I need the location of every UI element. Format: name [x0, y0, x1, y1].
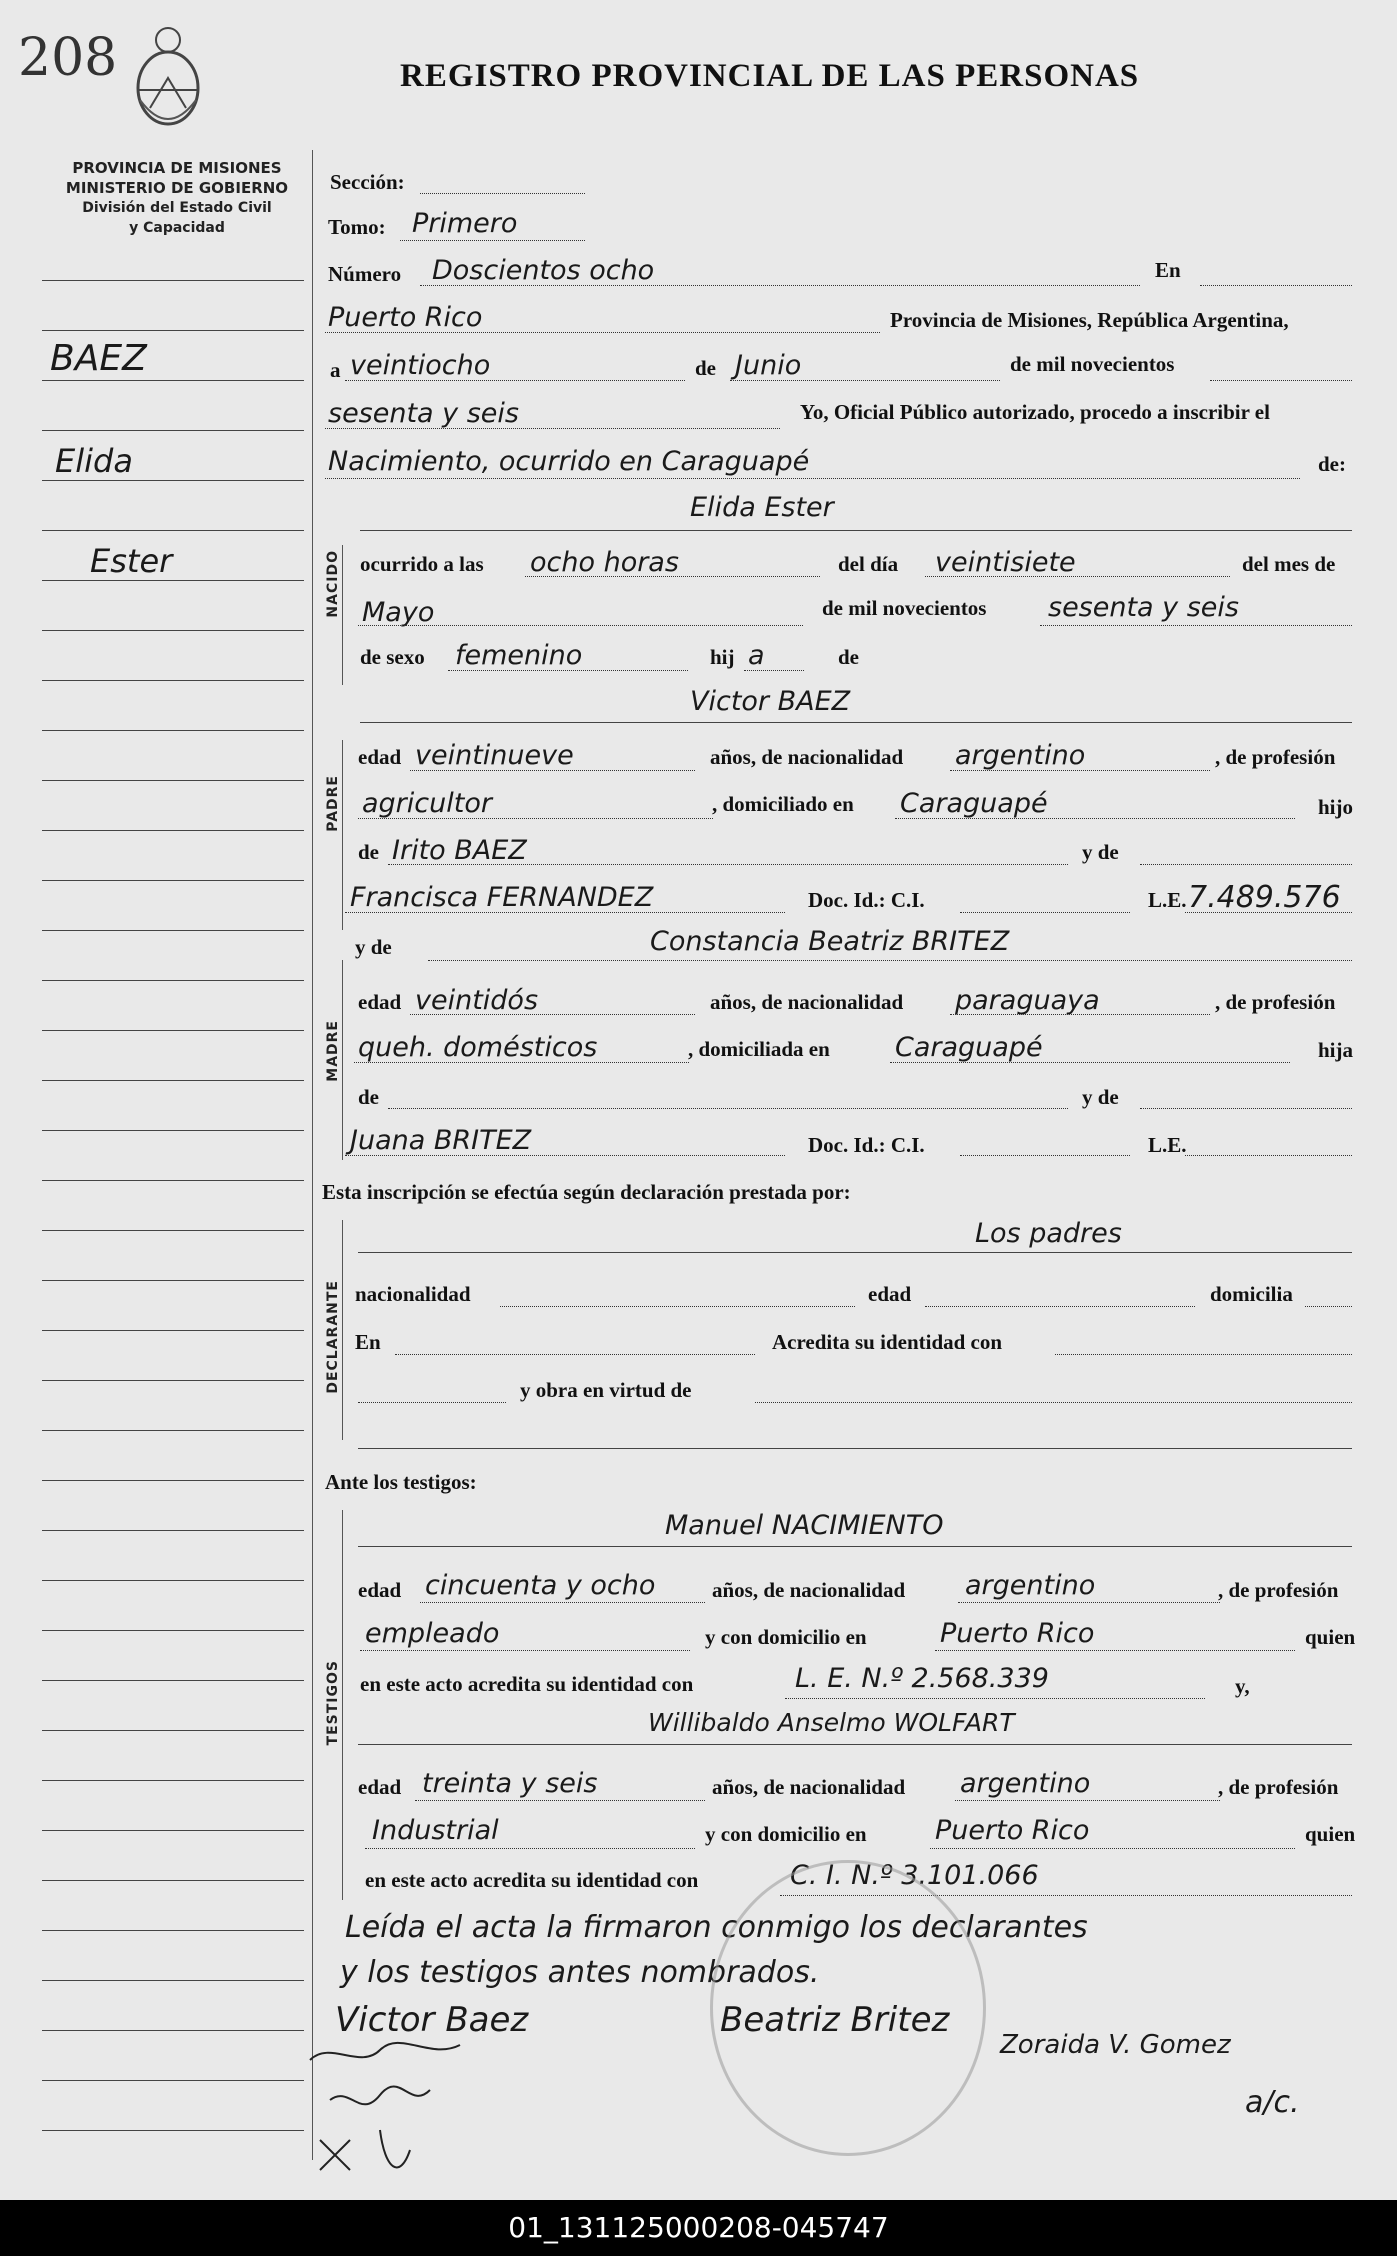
acto-value: Nacimiento, ocurrido en Caraguapé [328, 446, 810, 477]
padre-nac-value: argentino [955, 740, 1086, 771]
decl-dom-label: domicilia [1210, 1282, 1293, 1306]
de-mil-label: de mil novecientos [1010, 352, 1175, 376]
document-title: REGISTRO PROVINCIAL DE LAS PERSONAS [400, 58, 1140, 94]
madre-section-label: MADRE [325, 1020, 341, 1082]
margin-first-name: Elida [55, 442, 133, 480]
seccion-label: Sección: [330, 170, 405, 194]
madre-nac-value: paraguaya [955, 985, 1100, 1016]
t1-dom-value: Puerto Rico [940, 1618, 1095, 1649]
mes-value: Junio [735, 350, 802, 381]
t1-prof-value: empleado [365, 1618, 500, 1649]
decl-en-label: En [355, 1330, 381, 1354]
madre-prof-value: queh. domésticos [358, 1032, 598, 1063]
t2-prof-value: Industrial [372, 1815, 499, 1846]
de-abuelo-m-label: de [358, 1085, 379, 1109]
signature-ac: a/c. [1245, 2085, 1300, 2120]
de-abuelo-label: de [358, 840, 379, 864]
t1-edad-label: edad [358, 1578, 402, 1602]
mes-nac-value: Mayo [362, 597, 435, 628]
padre-edad-value: veintinueve [415, 740, 574, 771]
a-label: a [330, 358, 341, 382]
nacido-section-label: NACIDO [325, 550, 341, 618]
t2-dom-value: Puerto Rico [935, 1815, 1090, 1846]
margin-surname: BAEZ [50, 338, 147, 379]
signature-official: Zoraida V. Gomez [1000, 2030, 1231, 2060]
lugar-value: Puerto Rico [328, 302, 483, 333]
madre-dom-label: , domiciliada en [688, 1037, 830, 1061]
doc-label: Doc. Id.: C.I. [808, 888, 925, 912]
padre-dom-label: , domiciliado en [712, 792, 854, 816]
de-colon-label: de: [1318, 452, 1346, 476]
le-label: L.E. [1148, 888, 1187, 912]
tomo-value: Primero [412, 208, 518, 239]
margin-second-name: Ester [90, 542, 173, 580]
ocurrido-label: ocurrido a las [360, 552, 484, 576]
ante-testigos-label: Ante los testigos: [325, 1470, 477, 1494]
t1-dom-label: y con domicilio en [705, 1625, 867, 1649]
decl-edad-label: edad [868, 1282, 912, 1306]
decl-obra-label: y obra en virtud de [520, 1378, 692, 1402]
padre-edad-label: edad [358, 745, 402, 769]
de-hij-label: de [838, 645, 859, 669]
le-m-label: L.E. [1148, 1133, 1187, 1157]
hij-label: hij [710, 645, 735, 669]
t2-quien-label: quien [1305, 1822, 1356, 1846]
padre-prof-label: , de profesión [1215, 745, 1336, 769]
madre-edad-label: edad [358, 990, 402, 1014]
t1-nac-label: años, de nacionalidad [712, 1578, 906, 1602]
t2-prof-label: , de profesión [1218, 1775, 1339, 1799]
abuela-p-le-value: 7.489.576 [1188, 880, 1341, 915]
padre-prof-value: agricultor [362, 788, 492, 819]
ministry-header: PROVINCIA DE MISIONES MINISTERIO DE GOBIERNO División del Estado Civil y Capacidad [65, 159, 289, 236]
madre-nac-label: años, de nacionalidad [710, 990, 904, 1014]
y-de-m-label: y de [1082, 1085, 1119, 1109]
hora-value: ocho horas [530, 547, 679, 578]
t2-edad-value: treinta y seis [422, 1768, 598, 1799]
madre-y-de-label: y de [355, 935, 392, 959]
t1-doc-value: L. E. N.º 2.568.339 [795, 1663, 1049, 1694]
numero-value: Doscientos ocho [432, 255, 655, 286]
abuelo-p-value: Irito BAEZ [392, 835, 527, 866]
nombre-value: Elida Ester [690, 492, 834, 523]
t1-nombre-value: Manuel NACIMIENTO [665, 1510, 944, 1541]
abuela-m-value: Juana BRITEZ [350, 1125, 532, 1156]
oficial-label: Yo, Oficial Público autorizado, procedo a inscribir el [800, 400, 1270, 424]
t1-prof-label: , de profesión [1218, 1578, 1339, 1602]
t1-edad-value: cincuenta y ocho [425, 1570, 656, 1601]
hij-suffix-value: a [748, 640, 765, 671]
y-comma-label: y, [1235, 1674, 1250, 1698]
signature-mother: Beatriz Britez [720, 2000, 950, 2040]
abuela-p-value: Francisca FERNANDEZ [350, 882, 654, 913]
numero-label: Número [328, 262, 402, 286]
t2-edad-label: edad [358, 1775, 402, 1799]
de-label: de [695, 356, 716, 380]
del-mes-label: del mes de [1242, 552, 1336, 576]
tomo-label: Tomo: [328, 215, 386, 239]
anio-value: sesenta y seis [328, 398, 519, 429]
del-dia-label: del día [838, 552, 899, 576]
t2-dom-label: y con domicilio en [705, 1822, 867, 1846]
en-label: En [1155, 258, 1181, 282]
declaracion-label: Esta inscripción se efectúa según declaración prestada por: [322, 1180, 851, 1204]
declarante-value: Los padres [975, 1218, 1122, 1249]
t1-nac-value: argentino [965, 1570, 1096, 1601]
doc-m-label: Doc. Id.: C.I. [808, 1133, 925, 1157]
national-emblem [128, 20, 208, 140]
decl-nac-label: nacionalidad [355, 1282, 471, 1306]
hija-label: hija [1318, 1038, 1354, 1062]
sexo-label: de sexo [360, 645, 425, 669]
declarante-section-label: DECLARANTE [325, 1280, 341, 1394]
witness-signatures [290, 2030, 520, 2200]
t1-acto-label: en este acto acredita su identidad con [360, 1672, 694, 1696]
padre-value: Victor BAEZ [690, 686, 851, 717]
padre-dom-value: Caraguapé [900, 788, 1048, 819]
provincia-label: Provincia de Misiones, República Argentina, [890, 308, 1289, 332]
padre-nac-label: años, de nacionalidad [710, 745, 904, 769]
testigos-section-label: TESTIGOS [325, 1660, 341, 1746]
y-de-label: y de [1082, 840, 1119, 864]
decl-acredita-label: Acredita su identidad con [772, 1330, 1003, 1354]
closing-line-2: y los testigos antes nombrados. [340, 1955, 820, 1990]
closing-line-1: Leída el acta la firmaron conmigo los declarantes [345, 1910, 1088, 1945]
dia-nac-value: veintisiete [935, 547, 1076, 578]
madre-dom-value: Caraguapé [895, 1032, 1043, 1063]
t2-acto-label: en este acto acredita su identidad con [365, 1868, 699, 1892]
scan-footer-id: 01_131125000208-045747 [0, 2200, 1397, 2256]
t2-nac-label: años, de nacionalidad [712, 1775, 906, 1799]
de-mil2-label: de mil novecientos [822, 596, 987, 620]
t2-nac-value: argentino [960, 1768, 1091, 1799]
signature-father: Victor Baez [335, 2000, 529, 2040]
madre-value: Constancia Beatriz BRITEZ [650, 926, 1010, 957]
sexo-value: femenino [455, 640, 583, 671]
anio-nac-value: sesenta y seis [1048, 592, 1239, 623]
padre-section-label: PADRE [325, 775, 341, 832]
madre-prof-label: , de profesión [1215, 990, 1336, 1014]
t2-nombre-value: Willibaldo Anselmo WOLFART [648, 1708, 1015, 1737]
dia-value: veintiocho [350, 350, 491, 381]
page-number: 208 [18, 28, 118, 88]
t2-doc-value: C. I. N.º 3.101.066 [790, 1860, 1039, 1891]
madre-edad-value: veintidós [415, 985, 539, 1016]
hijo-label: hijo [1318, 795, 1354, 819]
t1-quien-label: quien [1305, 1625, 1356, 1649]
